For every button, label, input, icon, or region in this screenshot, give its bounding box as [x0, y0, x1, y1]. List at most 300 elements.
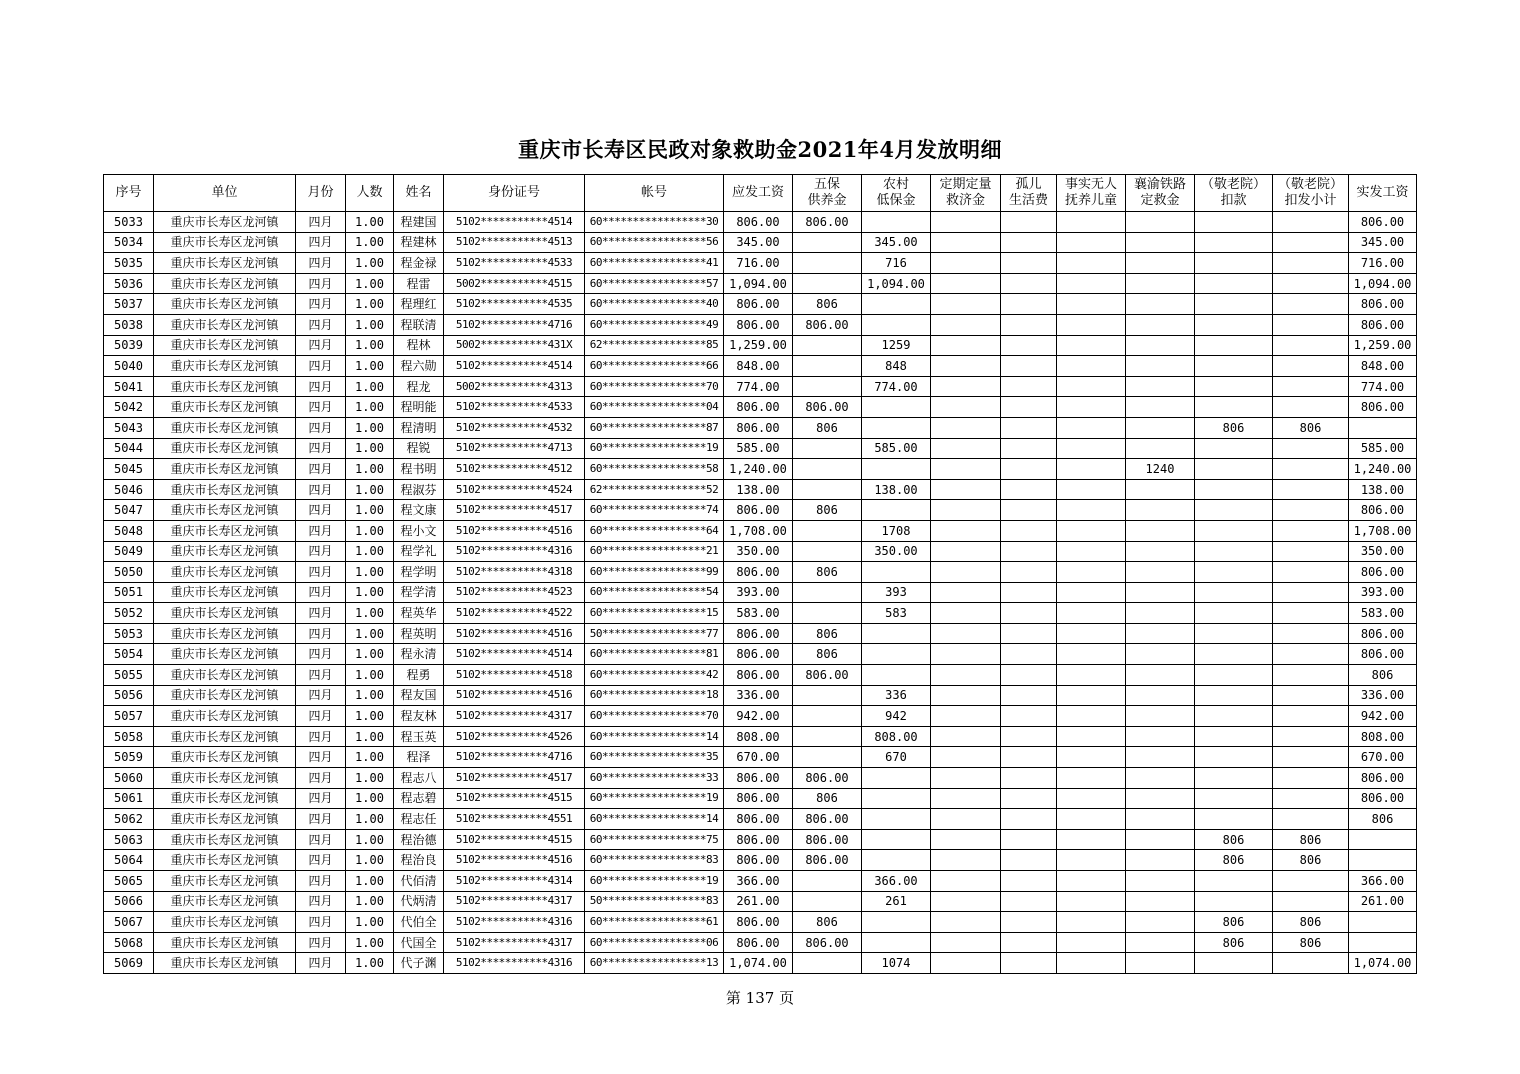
table-cell [1057, 582, 1126, 603]
table-cell: 重庆市长寿区龙河镇 [154, 212, 296, 233]
column-header-line: 应发工资 [731, 185, 784, 200]
table-cell: 程勇 [394, 665, 444, 686]
table-cell: 程英华 [394, 603, 444, 624]
table-cell [1057, 314, 1126, 335]
table-cell: 60*****************06 [585, 932, 724, 953]
table-cell: 重庆市长寿区龙河镇 [154, 891, 296, 912]
column-header-line: 救济金 [945, 193, 985, 208]
table-cell: 代伯全 [394, 912, 444, 933]
table-cell [1273, 603, 1349, 624]
table-cell: 345.00 [724, 232, 793, 253]
table-row [104, 541, 1417, 562]
table-cell [862, 912, 931, 933]
table-cell [1057, 212, 1126, 233]
table-cell [1195, 706, 1273, 727]
table-cell: 重庆市长寿区龙河镇 [154, 397, 296, 418]
column-header-line: 帐号 [640, 185, 667, 200]
table-cell: 1.00 [346, 809, 394, 830]
table-cell [1195, 273, 1273, 294]
table-cell: 5102***********4523 [444, 582, 585, 603]
column-header-line: 低保金 [876, 193, 916, 208]
table-cell [1349, 829, 1417, 850]
table-cell: 5102***********4526 [444, 726, 585, 747]
table-cell: 5067 [104, 912, 154, 933]
table-cell [793, 356, 862, 377]
table-cell [1001, 603, 1057, 624]
table-cell: 重庆市长寿区龙河镇 [154, 459, 296, 480]
table-cell [793, 953, 862, 974]
table-cell: 程友林 [394, 706, 444, 727]
table-cell [1349, 850, 1417, 871]
table-cell [1126, 850, 1195, 871]
table-cell [1057, 294, 1126, 315]
table-cell: 1.00 [346, 665, 394, 686]
table-cell: 5043 [104, 417, 154, 438]
table-cell: 1.00 [346, 644, 394, 665]
table-cell: 5054 [104, 644, 154, 665]
table-header-row [104, 175, 1417, 212]
table-cell: 重庆市长寿区龙河镇 [154, 768, 296, 789]
table-cell: 60*****************64 [585, 520, 724, 541]
table-cell: 程英明 [394, 623, 444, 644]
table-cell: 806.00 [1349, 623, 1417, 644]
table-cell [1195, 809, 1273, 830]
page-number: 第 137 页 [725, 989, 795, 1007]
table-row [104, 520, 1417, 541]
table-cell: 138.00 [1349, 479, 1417, 500]
table-cell: 重庆市长寿区龙河镇 [154, 706, 296, 727]
table-cell [1273, 459, 1349, 480]
table-cell [1195, 891, 1273, 912]
table-cell [931, 562, 1001, 583]
table-cell: 806.00 [1349, 294, 1417, 315]
table-cell: 代国全 [394, 932, 444, 953]
table-cell: 942.00 [1349, 706, 1417, 727]
table-cell [1001, 294, 1057, 315]
table-body [104, 212, 1417, 974]
table-cell: 5057 [104, 706, 154, 727]
table-cell [1195, 562, 1273, 583]
table-cell [1057, 356, 1126, 377]
table-cell: 366.00 [1349, 871, 1417, 892]
column-header [724, 175, 793, 212]
table-cell [1001, 500, 1057, 521]
table-cell [1349, 417, 1417, 438]
column-header-line: 扣款 [1220, 193, 1247, 208]
table-cell: 重庆市长寿区龙河镇 [154, 726, 296, 747]
table-cell [1273, 953, 1349, 974]
table-cell [1195, 335, 1273, 356]
table-cell: 350.00 [1349, 541, 1417, 562]
table-cell [1126, 335, 1195, 356]
table-cell [1126, 438, 1195, 459]
table-cell: 806.00 [724, 212, 793, 233]
column-header [1126, 175, 1195, 212]
table-cell: 1.00 [346, 212, 394, 233]
table-cell: 1.00 [346, 479, 394, 500]
table-cell [1126, 232, 1195, 253]
table-cell: 5102***********4517 [444, 768, 585, 789]
table-cell [931, 932, 1001, 953]
table-cell: 5064 [104, 850, 154, 871]
table-cell: 四月 [296, 356, 346, 377]
table-cell: 806 [1273, 829, 1349, 850]
column-header-line: 单位 [211, 185, 238, 200]
table-cell: 程玉英 [394, 726, 444, 747]
table-cell: 350.00 [724, 541, 793, 562]
column-header [1001, 175, 1057, 212]
table-cell: 350.00 [862, 541, 931, 562]
table-cell: 60*****************42 [585, 665, 724, 686]
table-cell: 四月 [296, 726, 346, 747]
table-cell [1057, 500, 1126, 521]
table-cell: 5049 [104, 541, 154, 562]
table-cell [1001, 912, 1057, 933]
payment-table [103, 174, 1417, 974]
table-cell: 程文康 [394, 500, 444, 521]
table-cell: 806 [793, 623, 862, 644]
table-cell: 程林 [394, 335, 444, 356]
table-cell: 程建林 [394, 232, 444, 253]
table-cell: 60*****************81 [585, 644, 724, 665]
table-cell [793, 520, 862, 541]
table-cell: 848.00 [1349, 356, 1417, 377]
table-cell: 程志八 [394, 768, 444, 789]
table-cell [862, 768, 931, 789]
table-cell [1057, 850, 1126, 871]
table-cell [1057, 541, 1126, 562]
table-cell: 806.00 [724, 768, 793, 789]
table-cell: 5102***********4515 [444, 788, 585, 809]
column-header [1349, 175, 1417, 212]
table-cell: 四月 [296, 809, 346, 830]
table-cell: 806 [1349, 809, 1417, 830]
table-row [104, 953, 1417, 974]
table-cell: 四月 [296, 644, 346, 665]
table-cell: 60*****************56 [585, 232, 724, 253]
table-cell [1057, 232, 1126, 253]
table-cell [1001, 685, 1057, 706]
table-cell: 345.00 [862, 232, 931, 253]
table-cell: 1.00 [346, 232, 394, 253]
table-cell [1273, 520, 1349, 541]
table-cell: 774.00 [862, 376, 931, 397]
table-cell [931, 829, 1001, 850]
table-cell: 806.00 [1349, 500, 1417, 521]
table-cell: 四月 [296, 232, 346, 253]
table-cell [931, 850, 1001, 871]
table-cell: 四月 [296, 912, 346, 933]
table-cell [1273, 541, 1349, 562]
table-cell: 程治良 [394, 850, 444, 871]
table-cell: 四月 [296, 520, 346, 541]
table-cell: 5065 [104, 871, 154, 892]
table-cell: 583 [862, 603, 931, 624]
table-cell: 程明能 [394, 397, 444, 418]
table-cell: 重庆市长寿区龙河镇 [154, 335, 296, 356]
table-cell: 806.00 [724, 623, 793, 644]
table-cell [1057, 459, 1126, 480]
table-cell [1126, 644, 1195, 665]
table-cell: 806 [793, 500, 862, 521]
table-cell [1001, 562, 1057, 583]
table-cell [1001, 788, 1057, 809]
table-cell: 1.00 [346, 706, 394, 727]
table-cell [1001, 582, 1057, 603]
table-cell: 重庆市长寿区龙河镇 [154, 479, 296, 500]
table-cell: 806.00 [1349, 212, 1417, 233]
table-cell: 程友国 [394, 685, 444, 706]
table-cell: 1259 [862, 335, 931, 356]
table-cell [793, 253, 862, 274]
table-cell: 5002***********4515 [444, 273, 585, 294]
column-header [931, 175, 1001, 212]
table-cell: 5045 [104, 459, 154, 480]
table-cell: 942 [862, 706, 931, 727]
table-cell [1195, 232, 1273, 253]
table-cell [1273, 253, 1349, 274]
table-cell [1057, 871, 1126, 892]
table-cell: 60*****************18 [585, 685, 724, 706]
table-cell [931, 685, 1001, 706]
table-cell [1057, 273, 1126, 294]
table-cell: 583.00 [1349, 603, 1417, 624]
table-cell [793, 479, 862, 500]
table-cell [1126, 500, 1195, 521]
table-cell: 5058 [104, 726, 154, 747]
table-cell: 806.00 [1349, 314, 1417, 335]
table-cell [1057, 562, 1126, 583]
table-cell: 5061 [104, 788, 154, 809]
table-cell: 1.00 [346, 912, 394, 933]
table-cell [1057, 891, 1126, 912]
table-cell [1057, 397, 1126, 418]
table-row [104, 871, 1417, 892]
table-cell [1195, 500, 1273, 521]
table-cell [1195, 459, 1273, 480]
column-header-line: 身份证号 [487, 185, 540, 200]
table-row [104, 603, 1417, 624]
table-cell: 806.00 [724, 788, 793, 809]
table-cell: 60*****************14 [585, 809, 724, 830]
table-cell: 5002***********431X [444, 335, 585, 356]
table-cell [1001, 417, 1057, 438]
table-row [104, 479, 1417, 500]
table-cell [1126, 809, 1195, 830]
table-cell [1001, 520, 1057, 541]
table-cell: 5055 [104, 665, 154, 686]
table-cell [1001, 932, 1057, 953]
table-cell [1273, 644, 1349, 665]
table-cell: 程锐 [394, 438, 444, 459]
table-cell: 806.00 [793, 314, 862, 335]
table-cell: 5102***********4518 [444, 665, 585, 686]
column-header-line: 生活费 [1008, 193, 1048, 208]
table-cell [1057, 376, 1126, 397]
column-header-line: 扣发小计 [1284, 193, 1337, 208]
table-cell: 1.00 [346, 438, 394, 459]
table-cell: 重庆市长寿区龙河镇 [154, 788, 296, 809]
column-header [1195, 175, 1273, 212]
table-cell: 336.00 [724, 685, 793, 706]
table-cell: 程学清 [394, 582, 444, 603]
table-cell: 138.00 [724, 479, 793, 500]
table-cell: 1.00 [346, 953, 394, 974]
table-cell [1273, 871, 1349, 892]
table-cell: 670.00 [724, 747, 793, 768]
table-cell [1057, 623, 1126, 644]
table-cell [931, 541, 1001, 562]
table-cell: 重庆市长寿区龙河镇 [154, 850, 296, 871]
table-cell [1273, 335, 1349, 356]
table-cell: 583.00 [724, 603, 793, 624]
table-cell [1057, 685, 1126, 706]
table-row [104, 788, 1417, 809]
table-cell: 1.00 [346, 603, 394, 624]
table-cell: 5047 [104, 500, 154, 521]
table-cell [1273, 788, 1349, 809]
table-cell [1195, 294, 1273, 315]
table-cell [931, 376, 1001, 397]
table-cell: 四月 [296, 314, 346, 335]
table-cell: 代子渊 [394, 953, 444, 974]
table-cell: 848.00 [724, 356, 793, 377]
table-cell [1195, 768, 1273, 789]
table-cell: 1,094.00 [862, 273, 931, 294]
table-cell: 806.00 [793, 397, 862, 418]
table-cell [931, 665, 1001, 686]
table-cell [931, 500, 1001, 521]
column-header [444, 175, 585, 212]
table-cell: 程书明 [394, 459, 444, 480]
table-cell: 60*****************66 [585, 356, 724, 377]
table-cell [1057, 417, 1126, 438]
table-cell [931, 253, 1001, 274]
table-cell [1057, 603, 1126, 624]
table-cell: 806 [1273, 932, 1349, 953]
table-row [104, 932, 1417, 953]
table-cell: 程清明 [394, 417, 444, 438]
table-cell [931, 520, 1001, 541]
table-cell: 5046 [104, 479, 154, 500]
table-cell: 345.00 [1349, 232, 1417, 253]
table-row [104, 335, 1417, 356]
table-row [104, 356, 1417, 377]
column-header-line: 定救金 [1140, 193, 1180, 208]
table-cell: 60*****************21 [585, 541, 724, 562]
table-cell [931, 212, 1001, 233]
table-cell: 716.00 [1349, 253, 1417, 274]
table-cell: 670 [862, 747, 931, 768]
table-cell [1126, 212, 1195, 233]
table-cell: 366.00 [724, 871, 793, 892]
table-cell: 60*****************70 [585, 376, 724, 397]
table-cell: 程小文 [394, 520, 444, 541]
table-cell [1001, 541, 1057, 562]
table-cell: 5102***********4318 [444, 562, 585, 583]
table-cell [1126, 623, 1195, 644]
table-cell [862, 850, 931, 871]
table-cell: 138.00 [862, 479, 931, 500]
table-cell [1273, 726, 1349, 747]
table-cell: 1.00 [346, 623, 394, 644]
table-cell [1195, 479, 1273, 500]
table-row [104, 891, 1417, 912]
table-cell [1057, 706, 1126, 727]
column-header [154, 175, 296, 212]
table-cell: 5034 [104, 232, 154, 253]
table-cell: 重庆市长寿区龙河镇 [154, 953, 296, 974]
table-cell: 5102***********4524 [444, 479, 585, 500]
table-cell: 1,259.00 [724, 335, 793, 356]
table-cell [931, 232, 1001, 253]
table-cell: 5102***********4516 [444, 520, 585, 541]
table-cell [931, 871, 1001, 892]
table-cell [931, 438, 1001, 459]
table-cell [1195, 871, 1273, 892]
table-cell [862, 665, 931, 686]
table-cell [862, 397, 931, 418]
table-cell: 5102***********4515 [444, 829, 585, 850]
table-cell: 806.00 [793, 809, 862, 830]
table-cell: 806.00 [793, 932, 862, 953]
table-row [104, 809, 1417, 830]
table-cell: 716 [862, 253, 931, 274]
table-cell: 1.00 [346, 356, 394, 377]
table-cell: 四月 [296, 850, 346, 871]
table-cell: 806 [1195, 932, 1273, 953]
table-cell: 806.00 [724, 912, 793, 933]
table-cell: 5036 [104, 273, 154, 294]
table-cell: 5041 [104, 376, 154, 397]
table-cell: 重庆市长寿区龙河镇 [154, 500, 296, 521]
table-row [104, 768, 1417, 789]
table-cell: 程金禄 [394, 253, 444, 274]
table-cell [1001, 376, 1057, 397]
table-cell [793, 541, 862, 562]
table-cell: 806.00 [724, 314, 793, 335]
column-header-line: 实发工资 [1356, 185, 1409, 200]
table-cell [1195, 644, 1273, 665]
table-cell [793, 273, 862, 294]
table-cell: 重庆市长寿区龙河镇 [154, 912, 296, 933]
table-cell [1001, 768, 1057, 789]
table-cell: 5062 [104, 809, 154, 830]
column-header-line: 襄渝铁路 [1133, 177, 1186, 192]
table-cell [1126, 541, 1195, 562]
column-header-line: 事实无人 [1064, 177, 1117, 192]
table-cell [1001, 212, 1057, 233]
table-cell: 806 [793, 788, 862, 809]
table-row [104, 500, 1417, 521]
table-cell: 336.00 [1349, 685, 1417, 706]
table-cell [793, 871, 862, 892]
table-cell [793, 232, 862, 253]
table-cell [1001, 809, 1057, 830]
table-cell [1001, 953, 1057, 974]
table-cell: 四月 [296, 212, 346, 233]
table-cell: 261.00 [1349, 891, 1417, 912]
table-cell: 1.00 [346, 273, 394, 294]
table-cell: 四月 [296, 253, 346, 274]
table-cell: 60*****************49 [585, 314, 724, 335]
table-row [104, 706, 1417, 727]
table-cell: 60*****************57 [585, 273, 724, 294]
table-cell: 四月 [296, 541, 346, 562]
table-cell: 1.00 [346, 397, 394, 418]
table-cell [793, 582, 862, 603]
table-row [104, 685, 1417, 706]
